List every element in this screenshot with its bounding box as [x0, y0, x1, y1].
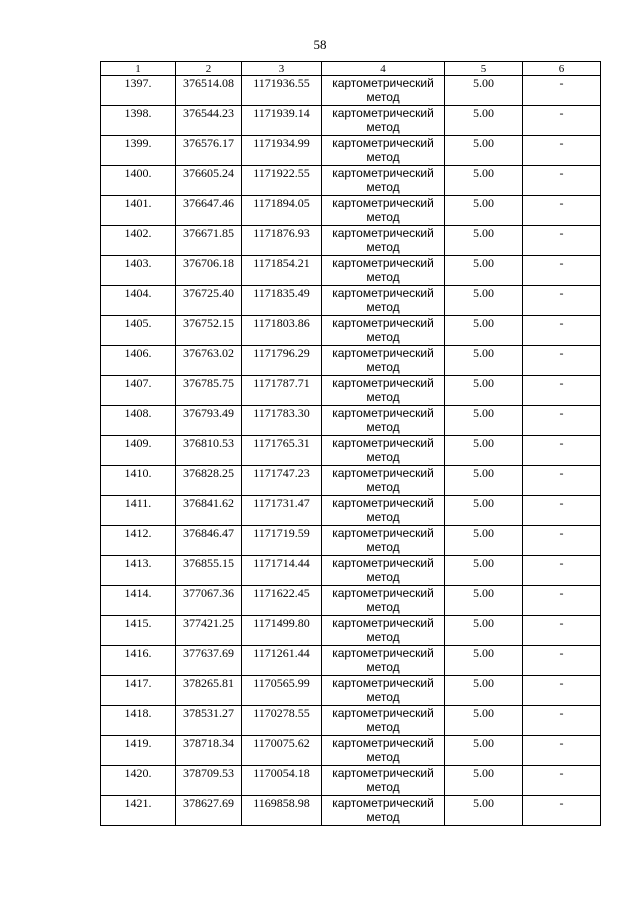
table-row [101, 586, 601, 616]
point-number-cell: 1415. [101, 616, 176, 646]
method-line-1: картометрический [332, 526, 434, 540]
y-coordinate-cell: 1171787.71 [242, 376, 322, 406]
y-coordinate-cell: 1171261.44 [242, 646, 322, 676]
y-coordinate-cell: 1170075.62 [242, 736, 322, 766]
method-line-1: картометрический [332, 706, 434, 720]
column-6-cell: - [523, 256, 601, 286]
method-line-1: картометрический [332, 736, 434, 750]
table-row [101, 796, 601, 826]
y-coordinate-cell: 1171876.93 [242, 226, 322, 256]
method-cell [322, 106, 445, 136]
column-6-cell: - [523, 166, 601, 196]
accuracy-cell: 5.00 [445, 736, 523, 766]
point-number-cell: 1402. [101, 226, 176, 256]
y-coordinate-cell: 1171854.21 [242, 256, 322, 286]
table-row [101, 226, 601, 256]
method-line-2: метод [366, 570, 400, 584]
point-number-cell: 1421. [101, 796, 176, 826]
accuracy-cell: 5.00 [445, 76, 523, 106]
x-coordinate-cell: 377067.36 [176, 586, 242, 616]
column-header: 1 [101, 62, 176, 76]
x-coordinate-cell: 378718.34 [176, 736, 242, 766]
point-number-cell: 1409. [101, 436, 176, 466]
method-line-2: метод [366, 330, 400, 344]
method-line-1: картометрический [332, 406, 434, 420]
method-line-2: метод [366, 120, 400, 134]
method-line-2: метод [366, 540, 400, 554]
y-coordinate-cell: 1171719.59 [242, 526, 322, 556]
method-cell [322, 526, 445, 556]
table-row [101, 556, 601, 586]
column-header: 3 [242, 62, 322, 76]
column-6-cell: - [523, 706, 601, 736]
method-line-1: картометрический [332, 316, 434, 330]
y-coordinate-cell: 1170278.55 [242, 706, 322, 736]
x-coordinate-cell: 376810.53 [176, 436, 242, 466]
method-cell [322, 766, 445, 796]
column-6-cell: - [523, 136, 601, 166]
method-line-1: картометрический [332, 616, 434, 630]
accuracy-cell: 5.00 [445, 226, 523, 256]
table-row [101, 496, 601, 526]
page-number: 58 [313, 37, 327, 52]
x-coordinate-cell: 376752.15 [176, 316, 242, 346]
y-coordinate-cell: 1171783.30 [242, 406, 322, 436]
accuracy-cell: 5.00 [445, 166, 523, 196]
method-cell [322, 286, 445, 316]
method-cell [322, 76, 445, 106]
x-coordinate-cell: 376544.23 [176, 106, 242, 136]
y-coordinate-cell: 1171731.47 [242, 496, 322, 526]
method-cell [322, 316, 445, 346]
accuracy-cell: 5.00 [445, 106, 523, 136]
x-coordinate-cell: 376846.47 [176, 526, 242, 556]
y-coordinate-cell: 1171939.14 [242, 106, 322, 136]
x-coordinate-cell: 378627.69 [176, 796, 242, 826]
method-line-2: метод [366, 660, 400, 674]
table-row [101, 76, 601, 106]
column-header: 2 [176, 62, 242, 76]
method-line-2: метод [366, 150, 400, 164]
column-header: 5 [445, 62, 523, 76]
x-coordinate-cell: 376828.25 [176, 466, 242, 496]
method-cell [322, 226, 445, 256]
table-row [101, 526, 601, 556]
point-number-cell: 1407. [101, 376, 176, 406]
y-coordinate-cell: 1171936.55 [242, 76, 322, 106]
method-line-2: метод [366, 600, 400, 614]
method-line-1: картометрический [332, 286, 434, 300]
method-line-1: картометрический [332, 196, 434, 210]
x-coordinate-cell: 376576.17 [176, 136, 242, 166]
column-header: 6 [523, 62, 601, 76]
method-line-2: метод [366, 360, 400, 374]
accuracy-cell: 5.00 [445, 796, 523, 826]
table-row [101, 376, 601, 406]
y-coordinate-cell: 1171922.55 [242, 166, 322, 196]
method-line-2: метод [366, 180, 400, 194]
method-cell [322, 196, 445, 226]
point-number-cell: 1416. [101, 646, 176, 676]
method-cell [322, 646, 445, 676]
method-cell [322, 466, 445, 496]
method-line-2: метод [366, 780, 400, 794]
x-coordinate-cell: 376793.49 [176, 406, 242, 436]
method-line-1: картометрический [332, 256, 434, 270]
column-6-cell: - [523, 526, 601, 556]
column-6-cell: - [523, 346, 601, 376]
method-line-1: картометрический [332, 466, 434, 480]
column-6-cell: - [523, 316, 601, 346]
table-row [101, 346, 601, 376]
point-number-cell: 1419. [101, 736, 176, 766]
method-cell [322, 676, 445, 706]
method-line-2: метод [366, 480, 400, 494]
point-number-cell: 1418. [101, 706, 176, 736]
point-number-cell: 1398. [101, 106, 176, 136]
table-row [101, 316, 601, 346]
column-6-cell: - [523, 586, 601, 616]
coordinates-table [100, 61, 601, 826]
method-line-1: картометрический [332, 586, 434, 600]
column-6-cell: - [523, 466, 601, 496]
point-number-cell: 1400. [101, 166, 176, 196]
method-line-1: картометрический [332, 556, 434, 570]
method-cell [322, 616, 445, 646]
table-header-row [101, 62, 601, 76]
point-number-cell: 1401. [101, 196, 176, 226]
method-line-1: картометрический [332, 376, 434, 390]
accuracy-cell: 5.00 [445, 496, 523, 526]
column-6-cell: - [523, 376, 601, 406]
x-coordinate-cell: 376514.08 [176, 76, 242, 106]
accuracy-cell: 5.00 [445, 316, 523, 346]
y-coordinate-cell: 1170054.18 [242, 766, 322, 796]
table-row [101, 466, 601, 496]
y-coordinate-cell: 1171803.86 [242, 316, 322, 346]
y-coordinate-cell: 1171499.80 [242, 616, 322, 646]
method-line-1: картометрический [332, 676, 434, 690]
x-coordinate-cell: 376605.24 [176, 166, 242, 196]
accuracy-cell: 5.00 [445, 586, 523, 616]
accuracy-cell: 5.00 [445, 466, 523, 496]
method-cell [322, 166, 445, 196]
point-number-cell: 1410. [101, 466, 176, 496]
x-coordinate-cell: 378531.27 [176, 706, 242, 736]
point-number-cell: 1404. [101, 286, 176, 316]
x-coordinate-cell: 378709.53 [176, 766, 242, 796]
method-cell [322, 496, 445, 526]
method-line-2: метод [366, 420, 400, 434]
method-line-1: картометрический [332, 226, 434, 240]
method-cell [322, 136, 445, 166]
x-coordinate-cell: 376763.02 [176, 346, 242, 376]
point-number-cell: 1397. [101, 76, 176, 106]
point-number-cell: 1420. [101, 766, 176, 796]
method-line-2: метод [366, 240, 400, 254]
point-number-cell: 1399. [101, 136, 176, 166]
method-line-2: метод [366, 390, 400, 404]
accuracy-cell: 5.00 [445, 556, 523, 586]
method-line-2: метод [366, 90, 400, 104]
table-row [101, 256, 601, 286]
column-6-cell: - [523, 556, 601, 586]
method-line-2: метод [366, 300, 400, 314]
column-6-cell: - [523, 646, 601, 676]
y-coordinate-cell: 1171714.44 [242, 556, 322, 586]
point-number-cell: 1414. [101, 586, 176, 616]
accuracy-cell: 5.00 [445, 706, 523, 736]
method-cell [322, 406, 445, 436]
point-number-cell: 1406. [101, 346, 176, 376]
x-coordinate-cell: 376725.40 [176, 286, 242, 316]
column-6-cell: - [523, 496, 601, 526]
y-coordinate-cell: 1171622.45 [242, 586, 322, 616]
point-number-cell: 1408. [101, 406, 176, 436]
column-6-cell: - [523, 76, 601, 106]
method-line-2: метод [366, 720, 400, 734]
table-row [101, 166, 601, 196]
y-coordinate-cell: 1169858.98 [242, 796, 322, 826]
method-line-1: картометрический [332, 436, 434, 450]
method-line-2: метод [366, 270, 400, 284]
table-row [101, 646, 601, 676]
method-line-1: картометрический [332, 766, 434, 780]
y-coordinate-cell: 1171835.49 [242, 286, 322, 316]
point-number-cell: 1405. [101, 316, 176, 346]
column-6-cell: - [523, 796, 601, 826]
x-coordinate-cell: 376855.15 [176, 556, 242, 586]
table-row [101, 196, 601, 226]
column-6-cell: - [523, 436, 601, 466]
method-line-2: метод [366, 810, 400, 824]
accuracy-cell: 5.00 [445, 136, 523, 166]
y-coordinate-cell: 1171765.31 [242, 436, 322, 466]
x-coordinate-cell: 376785.75 [176, 376, 242, 406]
method-cell [322, 436, 445, 466]
table-body [101, 76, 601, 826]
accuracy-cell: 5.00 [445, 676, 523, 706]
method-cell [322, 556, 445, 586]
accuracy-cell: 5.00 [445, 406, 523, 436]
column-6-cell: - [523, 196, 601, 226]
table-row [101, 676, 601, 706]
method-cell [322, 346, 445, 376]
column-6-cell: - [523, 676, 601, 706]
method-line-2: метод [366, 510, 400, 524]
table-row [101, 736, 601, 766]
table-row [101, 766, 601, 796]
method-line-1: картометрический [332, 796, 434, 810]
y-coordinate-cell: 1171796.29 [242, 346, 322, 376]
accuracy-cell: 5.00 [445, 616, 523, 646]
method-cell [322, 376, 445, 406]
method-line-1: картометрический [332, 496, 434, 510]
method-cell [322, 796, 445, 826]
x-coordinate-cell: 377637.69 [176, 646, 242, 676]
y-coordinate-cell: 1171747.23 [242, 466, 322, 496]
column-6-cell: - [523, 736, 601, 766]
accuracy-cell: 5.00 [445, 436, 523, 466]
x-coordinate-cell: 377421.25 [176, 616, 242, 646]
accuracy-cell: 5.00 [445, 376, 523, 406]
accuracy-cell: 5.00 [445, 646, 523, 676]
column-6-cell: - [523, 766, 601, 796]
method-line-2: метод [366, 750, 400, 764]
x-coordinate-cell: 376841.62 [176, 496, 242, 526]
method-line-2: метод [366, 210, 400, 224]
method-cell [322, 256, 445, 286]
table-row [101, 406, 601, 436]
method-line-2: метод [366, 630, 400, 644]
method-cell [322, 586, 445, 616]
point-number-cell: 1412. [101, 526, 176, 556]
x-coordinate-cell: 376671.85 [176, 226, 242, 256]
x-coordinate-cell: 378265.81 [176, 676, 242, 706]
method-line-1: картометрический [332, 166, 434, 180]
column-6-cell: - [523, 226, 601, 256]
method-line-1: картометрический [332, 106, 434, 120]
y-coordinate-cell: 1171894.05 [242, 196, 322, 226]
column-6-cell: - [523, 616, 601, 646]
method-line-2: метод [366, 450, 400, 464]
table-row [101, 616, 601, 646]
table-row [101, 136, 601, 166]
point-number-cell: 1411. [101, 496, 176, 526]
method-cell [322, 736, 445, 766]
table-row [101, 286, 601, 316]
method-cell [322, 706, 445, 736]
x-coordinate-cell: 376706.18 [176, 256, 242, 286]
accuracy-cell: 5.00 [445, 286, 523, 316]
point-number-cell: 1417. [101, 676, 176, 706]
accuracy-cell: 5.00 [445, 196, 523, 226]
point-number-cell: 1403. [101, 256, 176, 286]
table-row [101, 436, 601, 466]
method-line-1: картометрический [332, 136, 434, 150]
column-6-cell: - [523, 406, 601, 436]
y-coordinate-cell: 1170565.99 [242, 676, 322, 706]
accuracy-cell: 5.00 [445, 526, 523, 556]
point-number-cell: 1413. [101, 556, 176, 586]
method-line-1: картометрический [332, 76, 434, 90]
column-6-cell: - [523, 286, 601, 316]
column-6-cell: - [523, 106, 601, 136]
table-row [101, 106, 601, 136]
method-line-2: метод [366, 690, 400, 704]
accuracy-cell: 5.00 [445, 766, 523, 796]
accuracy-cell: 5.00 [445, 256, 523, 286]
x-coordinate-cell: 376647.46 [176, 196, 242, 226]
method-line-1: картометрический [332, 346, 434, 360]
method-line-1: картометрический [332, 646, 434, 660]
y-coordinate-cell: 1171934.99 [242, 136, 322, 166]
table-row [101, 706, 601, 736]
accuracy-cell: 5.00 [445, 346, 523, 376]
column-header: 4 [322, 62, 445, 76]
